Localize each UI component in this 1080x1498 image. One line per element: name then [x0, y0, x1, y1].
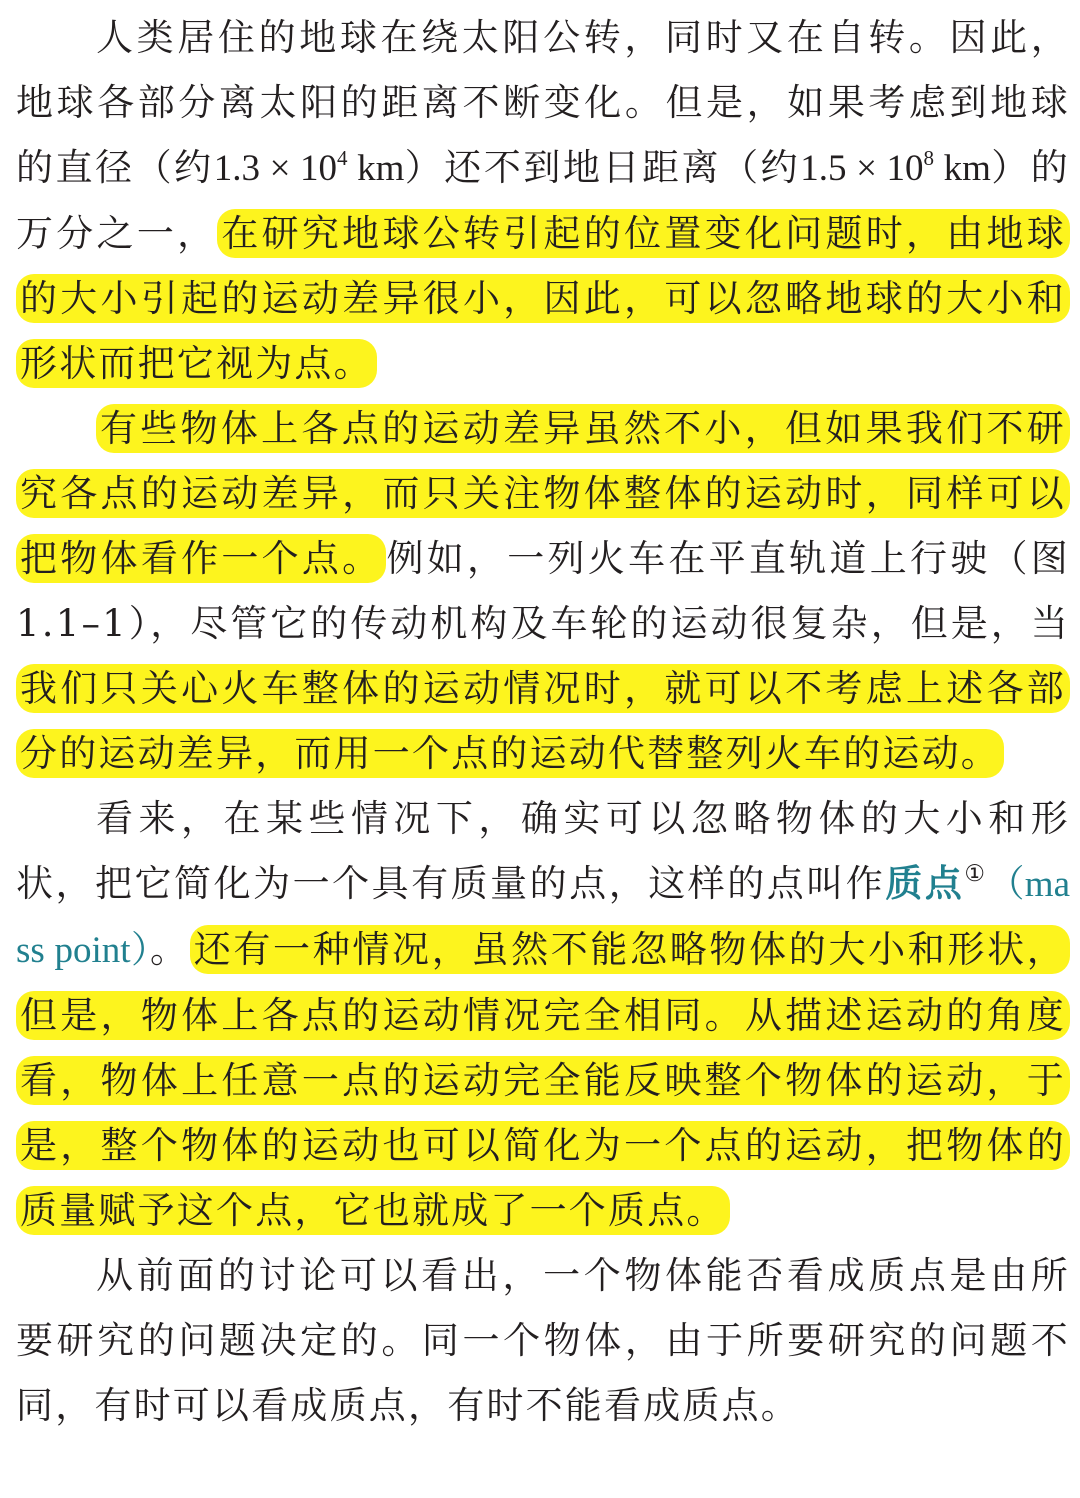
highlight-train-as-point: 我们只关心火车整体的运动情况时，就可以不考虑上述各部分的运动差异，而用一个点的运动代替整列火车的运动。 [16, 664, 1070, 778]
highlight-object-as-point: 有些物体上各点的运动差异虽然不小，但如果我们不研究各点的运动差异，而只关注物体整体的运动时，同样可以把物体看作一个点。 [16, 404, 1070, 583]
p1-lead-text: ）的万分之一， [16, 146, 1070, 255]
paragraph-train-example [16, 396, 1070, 786]
train-example-text: 例如，一列火车在平直轨道上行驶（图 1.1–1），尽管它的传动机构及车轮的运动很复杂，但是，当 [16, 537, 1070, 645]
p3-intro-text: 看来，在某些情况下，确实可以忽略物体的大小和形状，把它简化为一个具有质量的点，这样的点叫作 [16, 797, 1070, 905]
p1-intro-text: 人类居住的地球在绕太阳公转，同时又在自转。因此，地球各部分离太阳的距离不断变化。但是，如果考虑到地球的直径（约 [16, 16, 1070, 189]
earth-diameter-unit: km [347, 148, 405, 189]
earth-diameter-value: 1.3 × 10 [213, 148, 338, 189]
paragraph-earth-as-point [16, 5, 1070, 396]
earth-diameter-exponent: 4 [337, 146, 348, 170]
highlight-translation-case: 还有一种情况，虽然不能忽略物体的大小和形状，但是，物体上各点的运动情况完全相同。从描述运动的角度看，物体上任意一点的运动完全能反映整个物体的运动，于是，整个物体的运动也可以简化为一个点的运动，把物体的质量赋予这个点，它也就成了一个质点。 [16, 925, 1070, 1235]
conclusion-text: 从前面的讨论可以看出，一个物体能否看成质点是由所要研究的问题决定的。同一个物体，由于所要研究的问题不同，有时可以看成质点，有时不能看成质点。 [16, 1254, 1070, 1427]
term-mass-point-english: （mass point） [16, 864, 1071, 971]
paragraph-conclusion [16, 1243, 1070, 1438]
highlight-earth-as-point: 在研究地球公转引起的位置变化问题时，由地球的大小引起的运动差异很小，因此，可以忽略地球的大小和形状而把它视为点。 [16, 209, 1070, 388]
p3-period: 。 [150, 928, 190, 971]
term-mass-point: 质点 [885, 862, 965, 905]
earth-sun-distance-exponent: 8 [923, 146, 935, 170]
earth-sun-distance-unit: km [934, 148, 991, 189]
footnote-marker[interactable]: ① [964, 861, 988, 887]
paragraph-mass-point-definition [16, 786, 1070, 1243]
earth-sun-distance-value: 1.5 × 10 [800, 148, 924, 189]
p1-mid-text: ）还不到地日距离（约 [404, 146, 801, 189]
